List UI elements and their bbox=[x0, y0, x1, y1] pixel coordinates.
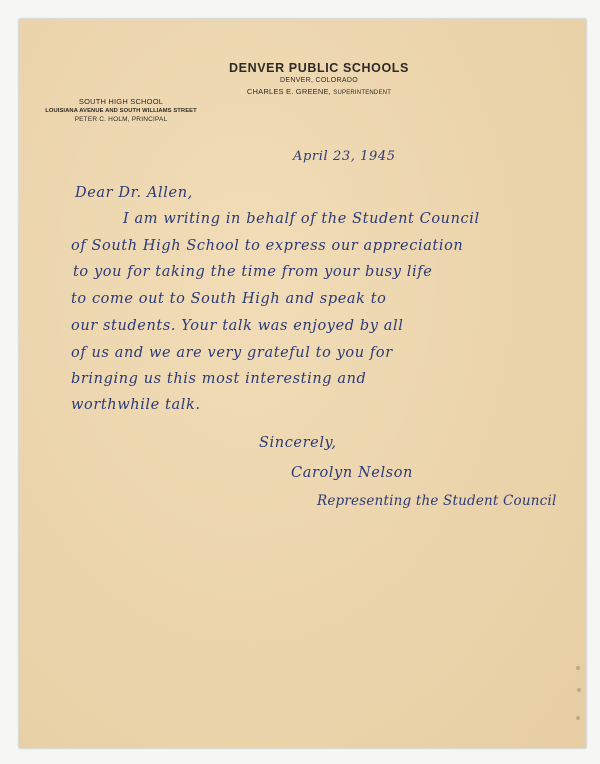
body-line: worthwhile talk. bbox=[71, 397, 201, 413]
signature-title: Representing the Student Council bbox=[317, 493, 557, 509]
body-line: of us and we are very grateful to you for bbox=[71, 345, 393, 361]
body-line: to you for taking the time from your busy life bbox=[73, 264, 433, 280]
letterhead-title: DENVER PUBLIC SCHOOLS bbox=[229, 61, 409, 75]
body-line: I am writing in behalf of the Student Council bbox=[123, 211, 480, 227]
letterhead-city: DENVER, COLORADO bbox=[280, 77, 358, 84]
letter-date: April 23, 1945 bbox=[293, 149, 396, 164]
body-line: bringing us this most interesting and bbox=[71, 371, 367, 387]
school-address: LOUISIANA AVENUE AND SOUTH WILLIAMS STREET bbox=[45, 108, 197, 114]
school-name: SOUTH HIGH SCHOOL bbox=[78, 97, 164, 106]
school-block bbox=[31, 97, 211, 123]
signature: Carolyn Nelson bbox=[291, 465, 413, 481]
school-principal: PETER C. HOLM, PRINCIPAL bbox=[74, 116, 168, 123]
superintendent-name: CHARLES E. GREENE, bbox=[246, 87, 331, 96]
body-line: of South High School to express our appreciation bbox=[71, 238, 464, 254]
letterhead-superintendent bbox=[219, 87, 419, 96]
letter-sheet bbox=[19, 19, 586, 748]
superintendent-role: SUPERINTENDENT bbox=[333, 90, 392, 96]
salutation: Dear Dr. Allen, bbox=[75, 185, 193, 201]
paper-wear bbox=[576, 658, 582, 738]
body-line: our students. Your talk was enjoyed by all bbox=[71, 318, 404, 334]
closing: Sincerely, bbox=[259, 435, 337, 451]
body-line: to come out to South High and speak to bbox=[71, 291, 387, 307]
